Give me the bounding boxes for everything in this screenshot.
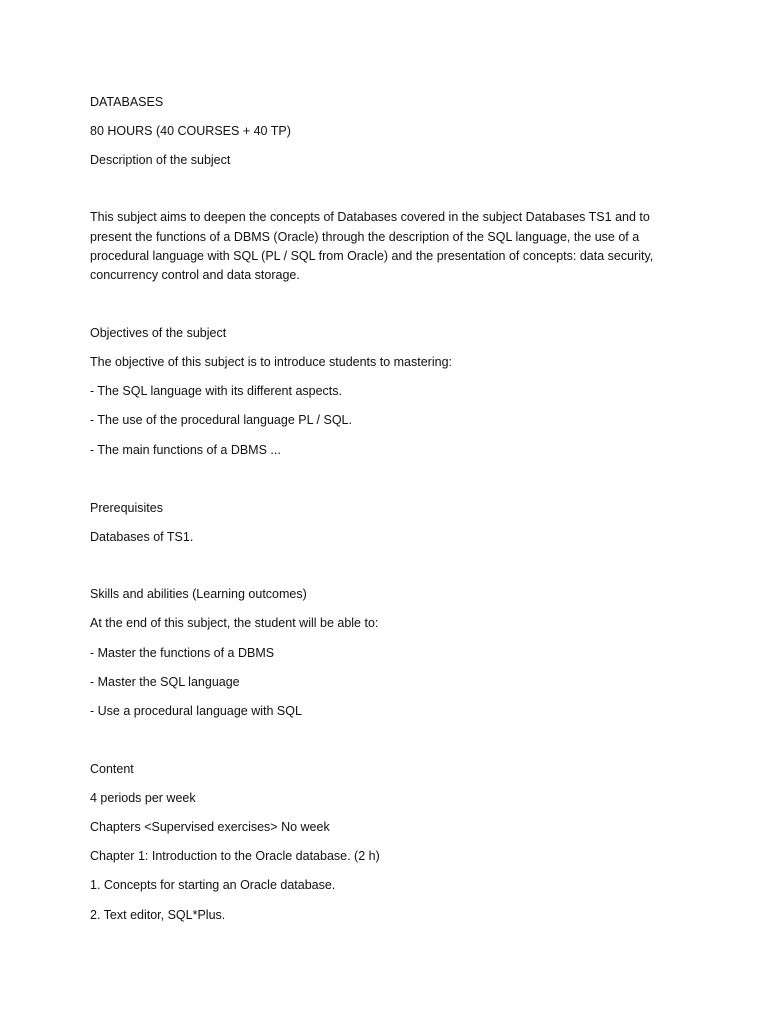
skills-intro: At the end of this subject, the student will be able to: bbox=[90, 616, 379, 630]
prerequisites-heading: Prerequisites bbox=[90, 501, 163, 515]
objective-item: - The use of the procedural language PL / SQL. bbox=[90, 413, 352, 427]
course-hours: 80 HOURS (40 COURSES + 40 TP) bbox=[90, 124, 291, 138]
chapter-title: Chapter 1: Introduction to the Oracle database. (2 h) bbox=[90, 849, 380, 863]
skill-item: - Use a procedural language with SQL bbox=[90, 704, 302, 718]
chapters-header: Chapters <Supervised exercises> No week bbox=[90, 820, 330, 834]
skills-heading: Skills and abilities (Learning outcomes) bbox=[90, 587, 307, 601]
chapter-item: 1. Concepts for starting an Oracle database. bbox=[90, 878, 336, 892]
objective-item: - The main functions of a DBMS ... bbox=[90, 443, 281, 457]
skill-item: - Master the functions of a DBMS bbox=[90, 646, 275, 660]
description-line: This subject aims to deepen the concepts of Databases covered in the subject Databases TS1 and to bbox=[90, 210, 650, 224]
skill-item: - Master the SQL language bbox=[90, 675, 240, 689]
objective-item: - The SQL language with its different aspects. bbox=[90, 384, 342, 398]
description-line: concurrency control and data storage. bbox=[90, 268, 300, 282]
description-line: present the functions of a DBMS (Oracle) through the description of the SQL language, the use of a bbox=[90, 230, 640, 244]
chapter-item: 2. Text editor, SQL*Plus. bbox=[90, 908, 226, 922]
objectives-intro: The objective of this subject is to introduce students to mastering: bbox=[90, 355, 452, 369]
objectives-heading: Objectives of the subject bbox=[90, 326, 227, 340]
prerequisites-text: Databases of TS1. bbox=[90, 530, 194, 544]
description-line: procedural language with SQL (PL / SQL from Oracle) and the presentation of concepts: data security, bbox=[90, 249, 654, 263]
content-periods: 4 periods per week bbox=[90, 791, 196, 805]
content-heading: Content bbox=[90, 762, 134, 776]
description-heading: Description of the subject bbox=[90, 153, 231, 167]
document-title: DATABASES bbox=[90, 95, 164, 109]
